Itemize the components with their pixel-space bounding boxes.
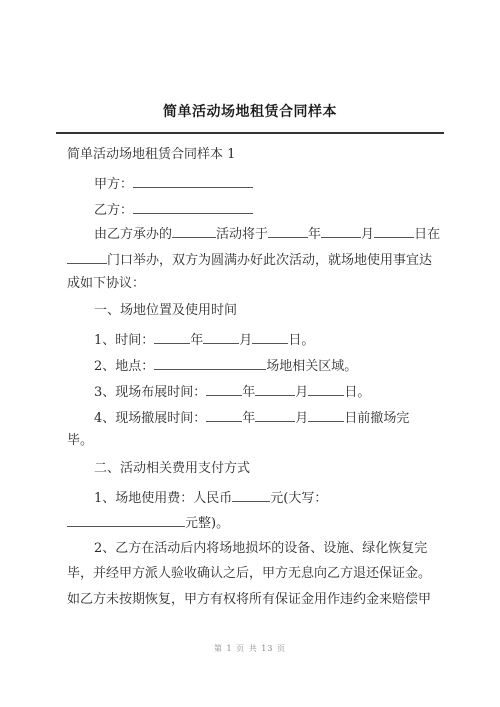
document-heading: 简单活动场地租赁合同样本 1 (67, 147, 236, 162)
fee-2-line-2: 毕，并经甲方派人验收确认之后，甲方无息向乙方退还保证金。 (67, 566, 432, 581)
fee-1-line-2: 元整)。 (67, 513, 500, 532)
item-4-teardown-time: 4、现场撤展时间： 年 月 日前撤场完 (94, 408, 500, 427)
party-a-line (94, 174, 500, 193)
section-1-heading: 一、场地位置及使用时间 (94, 303, 238, 318)
fee-2-line-3: 如乙方未按期恢复，甲方有权将所有保证金用作违约金来赔偿甲 (67, 592, 432, 607)
party-b-line (94, 200, 500, 219)
title-divider (56, 132, 444, 134)
item-4-continuation: 毕。 (67, 433, 94, 448)
item-2-location: 2、地点： 场地相关区域。 (94, 356, 500, 375)
paragraph-1-line-2: 门口举办，双方为圆满办好此次活动，就场地使用事宜达 (67, 250, 500, 269)
page-footer: 第 1 页 共 13 页 (214, 644, 286, 653)
fee-1-line-1: 1、场地使用费：人民币 元(大写： (94, 488, 500, 507)
document-title: 简单活动场地租赁合同样本 (163, 104, 337, 120)
fee-2-line-1: 2、乙方在活动后内将场地损坏的设备、设施、绿化恢复完 (94, 541, 428, 556)
party-a-label: 甲方： (94, 177, 134, 192)
party-a-blank (133, 174, 253, 188)
party-b-label: 乙方： (94, 203, 134, 218)
item-1-time: 1、时间： 年 月 日。 (94, 330, 500, 349)
section-2-heading: 二、活动相关费用支付方式 (94, 461, 251, 476)
paragraph-1-line-1: 由乙方承办的 活动将于 年 月 日在 (94, 224, 500, 243)
item-3-setup-time: 3、现场布展时间： 年 月 日。 (94, 382, 500, 401)
paragraph-1-line-3: 成如下协议： (67, 276, 146, 291)
party-b-blank (133, 200, 253, 214)
